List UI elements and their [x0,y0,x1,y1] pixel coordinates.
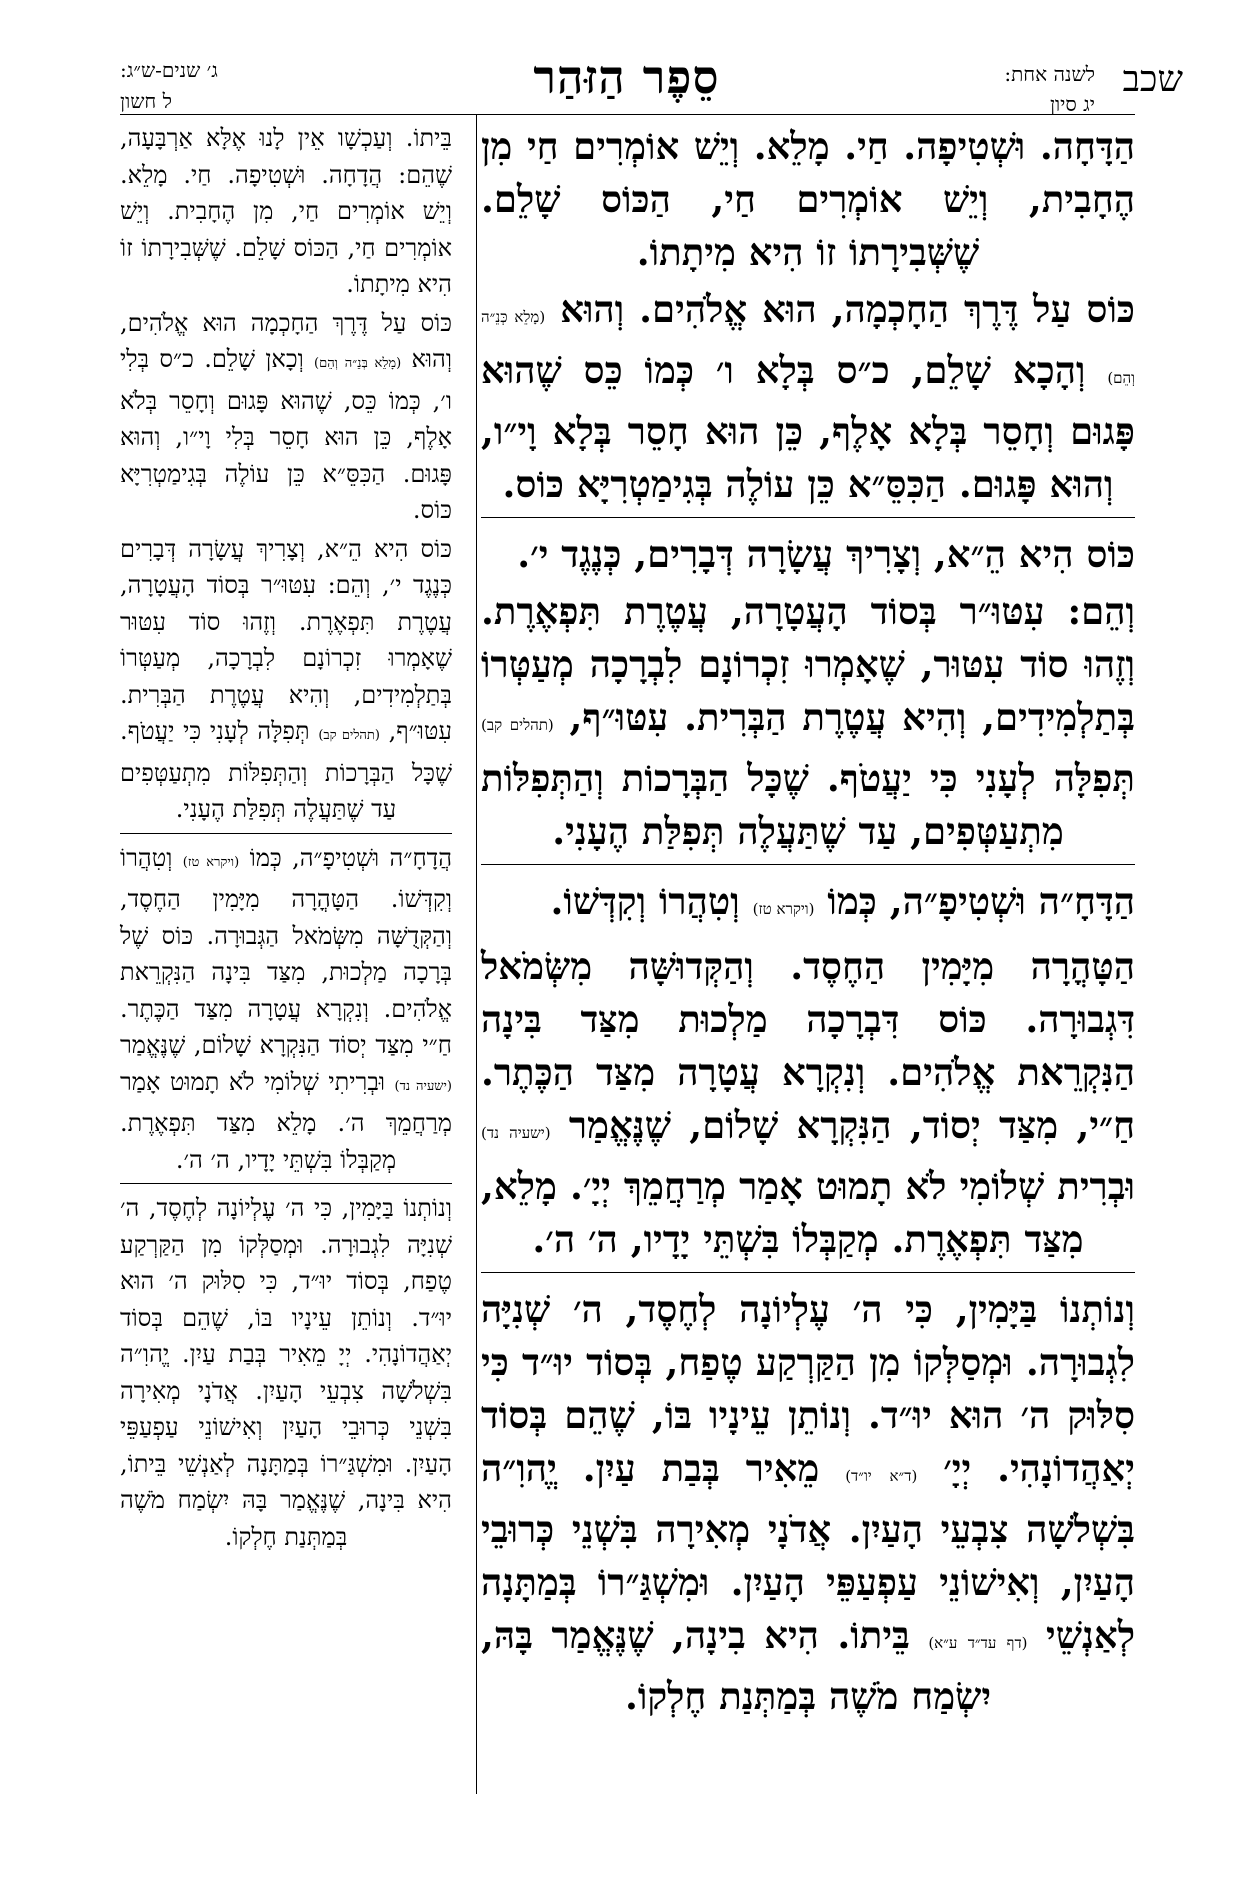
side-column [120,120,452,1557]
side-paragraph-1 [120,120,452,303]
header-left [120,58,340,114]
book-title: סֵפֶר הַזּהַר [533,50,720,104]
side-text-5: וְנוֹתְנוֹ בַּיָּמִין, כִּי ה׳ עֶלְיוֹנָה לְחֶסֶד, ה׳ שְׁנִיָּה לִגְבוּרָה. וּמְסַלְּקוֹ מִן הַקַּרְקַע טֶפַח, בְּסוֹד יוּ״ד, כִּי סִלּוּק ה׳ הוּא יוּ״ד. וְנוֹתֵן עֵינָיו בּוֹ, שֶׁהֵם בְּסוֹד יְאַהֲדוֹנָהִי. יְיָ מֵאִיר בְּבַת עַיִן. יֱהוִ״ה בִּשְׁלֹשָׁה צִבְעֵי הָעַיִן. אֲדֹנָי מְאִירָה בִּשְׁנֵי כְּרוּבֵי הָעַיִן וְאִישׁוֹנֵי עַפְעַפֵּי הָעַיִן. וּמִשְׁגַּ״רוֹ בְּמַתָּנָה לְאַנְשֵׁי בֵּיתוֹ, הִיא בִּינָה, שֶׁנֶּאֱמַר בָּהּ יִשְׂמַח מֹשֶׁה בְּמַתְּנַת חֶלְקוֹ. [120,1194,452,1551]
main-text-1: הַדָּחָה. וּשְׁטִיפָה. חַי. מָלֵא. וְיֵשׁ אוֹמְרִים חַי מִן הֶחָבִית, וְיֵשׁ אוֹמְרִים חַי, הַכּוֹס שָׁלֵם. שֶׁשְּׁבִירָתוֹ זוֹ הִיא מִיתָתוֹ. [481,124,1135,274]
main-paragraph-2 [481,283,1135,511]
main-text-3: כּוֹס הִיא הֵ״א, וְצָרִיךְ עֲשָׂרָה דְּבָרִים, כְּנֶגֶד י׳. [517,532,1135,576]
side-text-4b: וְטִהֲרוֹ וְקִדְּשׁוֹ. הַטָּהֳרָה מִיָּמִין הַחֶסֶד, וְהַקְּדֻשָּׁה מִשְּׂמֹאל הַגְּבוּרָה. כּוֹס שֶׁל בְּרָכָה מַלְכוּת, מִצַּד בִּינָה הַנִּקְרֵאת אֱלֹהִים. וְנִקְרָא עֲטָרָה מִצַּד הַכֶּתֶר. חַ״י מִצַּד יְסוֹד הַנִּקְרָא שָׁלוֹם, שֶׁנֶּאֱמַר [120,843,452,1059]
main-divider-1 [481,517,1135,518]
side-note-3: (תהלים קב) [318,728,380,743]
main-paragraph-7 [481,1283,1135,1723]
page-number: שכב [1122,59,1183,100]
main-text-5b: וְטִהֲרוֹ וְקִדְּשׁוֹ. [550,879,740,923]
reading-date-one-year: יג סיון [1049,92,1095,116]
main-paragraph-4 [481,585,1135,858]
main-note-4: (תהלים קב) [481,716,554,734]
side-paragraph-5 [120,1190,452,1555]
main-note-7b: (דף עד״ד ע״א) [928,1634,1028,1652]
main-paragraph-5 [481,875,1135,936]
main-paragraph-6 [481,940,1135,1266]
side-paragraph-2 [120,305,452,529]
side-text-1: בֵּיתוֹ. וְעַכְשָׁו אֵין לָנוּ אֶלָּא אַרְבָּעָה, שֶׁהֵם: הֲדָחָה. וּשְׁטִיפָה. חַי. מָלֵא. וְיֵשׁ אוֹמְרִים חַי, מִן הֶחָבִית. וְיֵשׁ אוֹמְרִים חַי, הַכּוֹס שָׁלֵם. שֶׁשְּׁבִירָתוֹ זוֹ הִיא מִיתָתוֹ. [120,124,452,298]
main-text-7a: וְנוֹתְנוֹ בַּיָּמִין, כִּי ה׳ עֶלְיוֹנָה לְחֶסֶד, ה׳ שְׁנִיָּה לִגְבוּרָה. וּמְסַלְּקוֹ מִן הַקַּרְקַע טֶפַח, בְּסוֹד יוּ״ד כִּי סִלּוּק ה׳ הוּא יוּ״ד. וְנוֹתֵן עֵינָיו בּוֹ, שֶׁהֵם בְּסוֹד יְאַהֲדוֹנָהִי. יְיָ׳ [481,1287,1135,1490]
reading-schedule-one-year: לשנה אחת: [1004,62,1095,86]
side-note-4b: (ישעיה נד) [394,1078,452,1094]
side-paragraph-4 [120,840,452,1179]
main-text-2b: וְהָכָא שָׁלֵם, כ״ס בְּלָא ו׳ כְּמוֹ כֵּס שֶׁהוּא פָּגוּם וְחָסֵר בְּלָא אָלֶף, כֵּן הוּא חָסֵר בְּלָא וָי״ו, וְהוּא פָּגוּם. הַכִּסֵּ״א כֵּן עוֹלֶה בְּגִימַטְרִיָּא כּוֹס. [481,348,1135,506]
side-text-3a: כּוֹס הִיא הֵ״א, וְצָרִיךְ עֲשָׂרָה דְּבָרִים כְּנֶגֶד י׳, וְהֵם: עִטּוּ״ר בְּסוֹד הָעֲטָרָה, עֲטֶרֶת תִּפְאֶרֶת. וְזֶהוּ סוֹד עִטּוּר שֶׁאָמְרוּ זִכְרוֹנָם לִבְרָכָה, מְעַטְּרוֹ בְּתַלְמִידִים, וְהִיא עֲטֶרֶת הַבְּרִית. עִטּוּ״ף, [120,534,452,745]
reading-schedule-three-years: ג׳ שנים-ש״ג: [120,58,218,82]
side-text-4a: הֲדָחָ״ה וּשְׁטִיפָ״ה, כְּמוֹ [249,843,452,872]
main-note-6: (ישעיה נד) [481,1124,551,1142]
main-divider-3 [481,1272,1135,1273]
main-text-6b: וּבְרִית שְׁלוֹמִי לֹא תָמוּט אָמַר מְרַחֲמֵךְ יְיָ׳. מָלֵא, מִצַּד תִּפְאֶרֶת. מְקַבְּלוֹ בִּשְׁתֵּי יָדָיו, ה׳ ה׳. [481,1164,1135,1261]
main-text-7b: מֵאִיר בְּבַת עַיִן. יֱהוִ״ה בִּשְׁלֹשָׁה צִבְעֵי הָעַיִן. אֲדֹנָי מְאִירָה בִּשְׁנֵי כְּרוּבֵי הָעַיִן, וְאִישׁוֹנֵי עַפְעַפֵּי הָעַיִן. וּמִשְׁגַּ״רוֹ בְּמַתָּנָה לְאַנְשֵׁי [481,1446,1135,1657]
main-text-2a: כּוֹס עַל דֶּרֶךְ הַחָכְמָה, הוּא אֱלֹהִים. וְהוּא [560,287,1135,331]
side-note-2: (מָלֵא בְּנֵ״ה וְהֵם) [314,356,402,371]
main-text-7c: בֵּיתוֹ. הִיא בִינָה, שֶׁנֶּאֱמַר בָּהּ, יִשְׂמַח מֹשֶׁה בְּמַתְּנַת חֶלְקוֹ. [481,1613,992,1718]
side-divider-2 [120,1183,452,1184]
header-rule [120,114,1135,115]
main-note-5: (ויקרא טז) [752,900,815,918]
main-text-6a: הַטָּהֳרָה מִיָּמִין הַחֶסֶד. וְהַקְּדוּשָּׁה מִשְּׂמֹאל דִּגְבוּרָה. כּוֹס דִּבְרָכָה מַלְכוּת מִצַּד בִּינָה הַנִּקְרֵאת אֱלֹהִים. וְנִקְרָא עֲטָרָה מִצַּד הַכֶּתֶר. חַ״י, מִצַּד יְסוֹד, הַנִּקְרָא שָׁלוֹם, שֶׁנֶּאֱמַר [481,944,1135,1147]
main-column [481,120,1135,1727]
side-text-2b: וְכָאן שָׁלֵם. כ״ס בְּלִי ו׳, כְּמוֹ כֵּס, שֶׁהוּא פָּגוּם וְחָסֵר בְּלֹא אָלֶף, כֵּן הוּא חָסֵר בְּלִי וָי״ו, וְהוּא פָּגוּם. הַכִּסֵּ״א כֵּן עוֹלֶה בְּגִימַטְרִיָּא כּוֹס. [120,345,452,524]
main-paragraph-1 [481,120,1135,279]
side-text-2a: כּוֹס עַל דֶּרֶךְ הַחָכְמָה הוּא אֱלֹהִים, וְהוּא [120,308,452,373]
main-text-5a: הַדָּחָ״ה וּשְׁטִיפָ״ה, כְּמוֹ [827,879,1135,923]
main-paragraph-3 [481,528,1135,581]
main-divider-2 [481,864,1135,865]
side-divider-1 [120,833,452,834]
side-note-4: (ויקרא טז) [182,854,240,870]
column-divider [476,114,477,1794]
side-paragraph-3 [120,531,452,828]
main-text-4b: תְּפִלָּה לְעָנִי כִּי יַעֲטֹף. שֶׁכָּל הַבְּרָכוֹת וְהַתְּפִלּוֹת מִתְעַטְּפִים, עַד שֶׁתַּעֲלֶה תְּפִלַּת הֶעָנִי. [481,756,1135,853]
main-note-7a: (ד״א יו״ד) [845,1467,918,1485]
main-text-4a: וְהֵם: עִטּוּ״ר בְּסוֹד הָעֲטָרָה, עֲטֶרֶת תִּפְאֶרֶת. וְזֶהוּ סוֹד עִטּוּר, שֶׁאָמְרוּ זִכְרוֹנָם לִבְרָכָה מְעַטְּרוֹ בְּתַלְמִידִים, וְהִיא עֲטֶרֶת הַבְּרִית. עִטּוּ״ף, [481,589,1135,739]
reading-date-three-years: ל חשון [120,89,172,113]
main-note-2: (מָלֵא כְּנֵ״ה וְהֵם) [481,308,1135,387]
side-text-3b: תְּפִלָּה לְעָנִי כִּי יַעֲטֹף. שֶׁכָּל הַבְּרָכוֹת וְהַתְּפִלּוֹת מִתְעַטְּפִים עַד שֶׁתַּעֲלֶה תְּפִלַּת הֶעָנִי. [120,717,452,823]
side-text-4c: וּבְרִיתִי שְׁלוֹמִי לֹא תָמוּט אָמַר מְרַחֲמֵךְ ה׳. מָלֵא מִצַּד תִּפְאֶרֶת. מְקַבְּלוֹ בִּשְׁתֵּי יָדָיו, ה׳ ה׳. [120,1067,452,1174]
